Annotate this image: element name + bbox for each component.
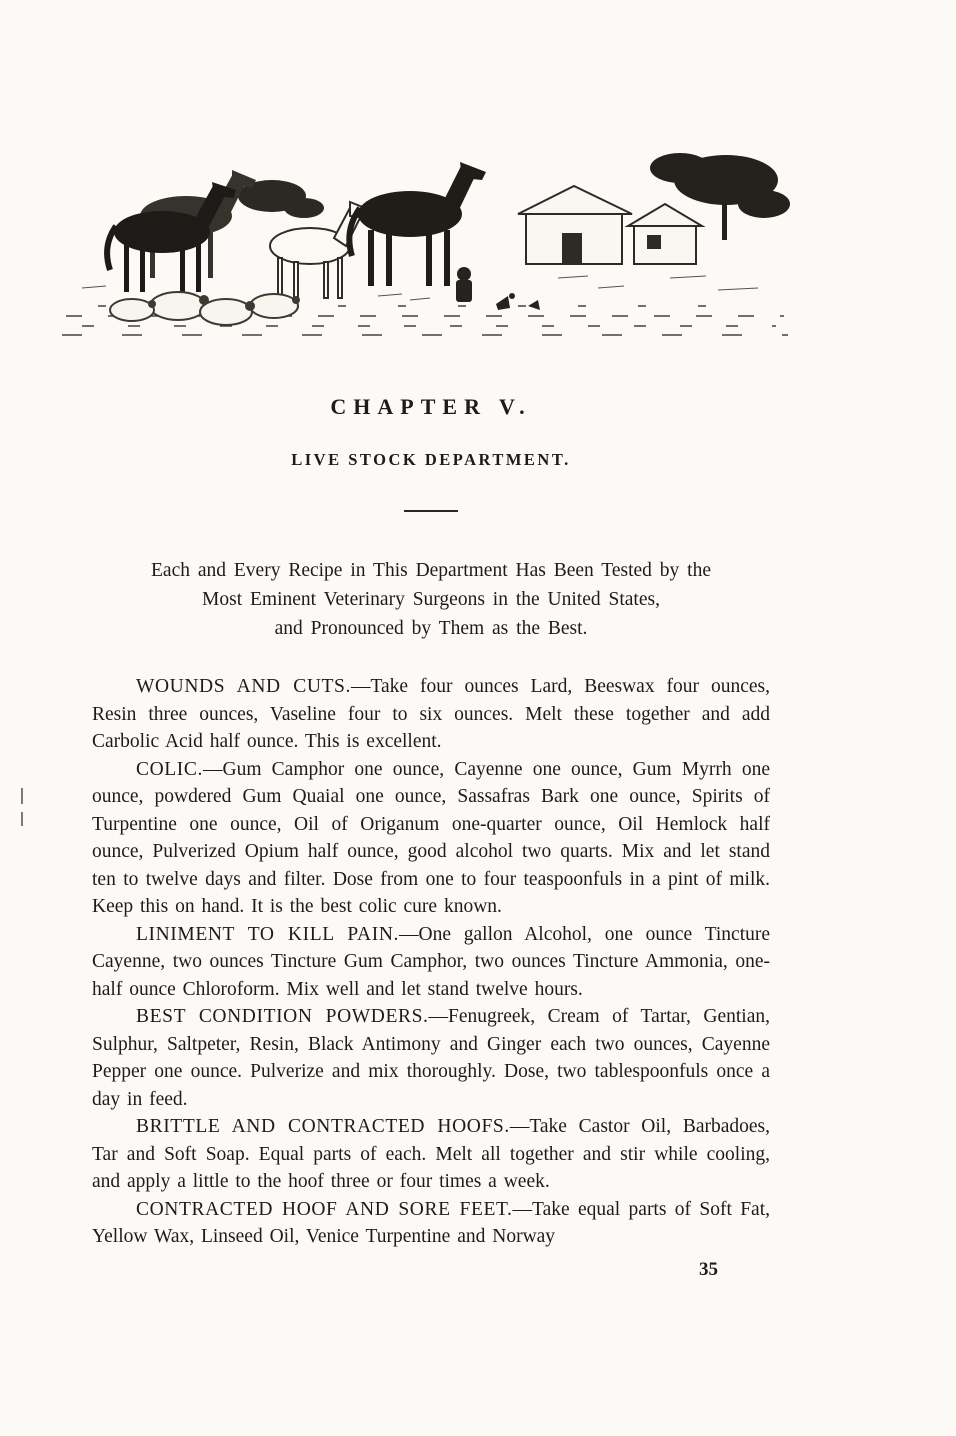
recipe-heading: LINIMENT TO KILL PAIN. [136,923,399,945]
recipe-heading: BEST CONDITION POWDERS. [136,1006,429,1027]
intro-line: and Pronounced by Them as the Best. [274,618,588,639]
intro-note [92,556,770,643]
recipe-text: —Gum Camphor one ounce, Cayenne one ounce, Gum Myrrh one ounce, powdered Gum Quaial one ounce, Sassafras Bark one ounce, Spirits of Turpentine one ounce, Oil of Origanum one-quarter ounce, Oil Hemlock half ounce, Pulverized Opium half ounce, good alcohol two quarts. Mix and let stand ten to twelve days and filter. Dose from one to four teaspoonfuls in a pint of milk. Keep this on hand. It is the best colic cure known. [92,758,770,917]
text-block [0,394,956,1281]
page-number: 35 [699,1258,718,1280]
recipe-paragraph [92,1113,770,1196]
horses-left [107,170,256,292]
scan-artifact [21,788,23,804]
recipe-paragraph [92,673,770,756]
recipe-heading: COLIC. [136,758,203,780]
recipe-text: —Take four ounces Lard, Beeswax four ounces, Resin three ounces, Vaseline four to six ounces. Melt these together and add Carbolic Acid half ounce. This is excellent. [92,676,770,752]
intro-line: Each and Every Recipe in This Department Has Been Tested by the [151,560,711,581]
farmer-and-poultry [456,267,540,310]
intro-line: Most Eminent Veterinary Surgeons in the United States, [202,589,660,610]
recipe-paragraph [92,1196,770,1251]
farm-scene-illustration [58,138,792,344]
recipe-paragraph [92,1003,770,1113]
recipe-paragraph [92,921,770,1004]
chapter-heading: CHAPTER V. [330,394,532,419]
recipe-heading: CONTRACTED HOOF AND SORE FEET. [136,1198,513,1220]
recipe-paragraph [92,756,770,921]
recipe-text: —Fenugreek, Cream of Tartar, Gentian, Sulphur, Saltpeter, Resin, Black Antimony and Ginger each two ounces, Cayenne Pepper one ounce. Pulverize and mix thoroughly. Dose, two tablespoonfuls once a day in feed. [92,1006,770,1110]
farm-buildings [518,186,702,264]
section-title: LIVE STOCK DEPARTMENT. [291,450,571,469]
section-divider [404,510,458,512]
recipe-heading: WOUNDS AND CUTS. [136,676,351,697]
recipe-heading: BRITTLE AND CONTRACTED HOOFS. [136,1116,510,1137]
scan-artifact [21,812,23,826]
recipe-text: —One gallon Alcohol, one ounce Tincture Cayenne, two ounces Tincture Gum Camphor, two ounces Tincture Ammonia, one-half ounce Chloroform. Mix well and let stand twelve hours. [92,923,771,1000]
recipes-body [92,673,770,1251]
recipe-text: —Take Castor Oil, Barbadoes, Tar and Soft Soap. Equal parts of each. Melt all together and stir while cooling, and apply a little to the hoof three or four times a week. [92,1116,770,1192]
recipe-text: —Take equal parts of Soft Fat, Yellow Wax, Linseed Oil, Venice Turpentine and Norway [92,1198,770,1247]
